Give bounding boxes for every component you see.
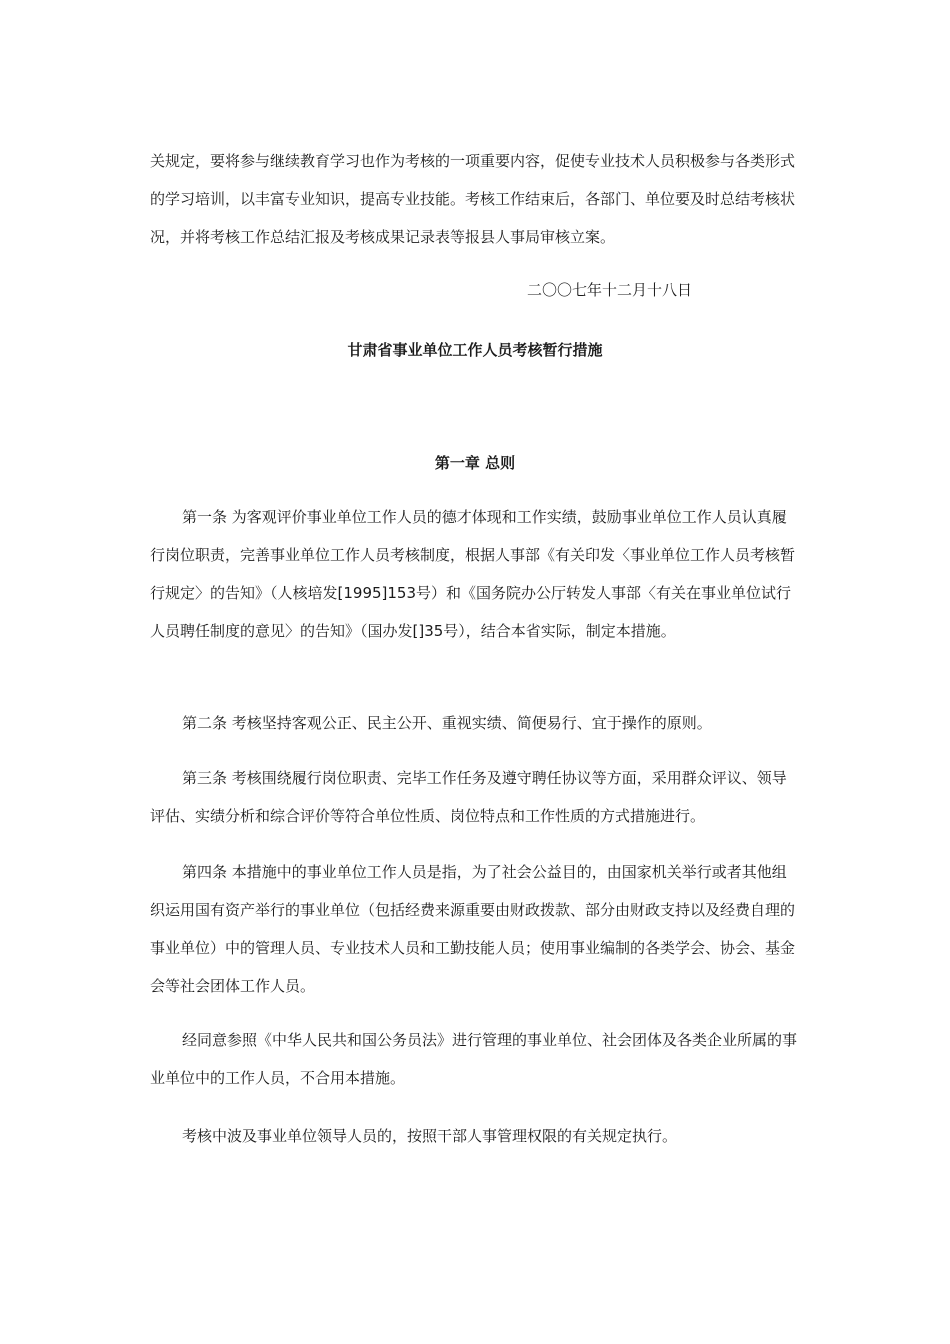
intro-paragraph: 关规定，要将参与继续教育学习也作为考核的一项重要内容，促使专业技术人员积极参与各类形式的学习培训，以丰富专业知识，提高专业技能。考核工作结束后，各部门、单位要及时总结考核状况，并将考核工作总结汇报及考核成果记录表等报县人事局审核立案。	[150, 152, 796, 246]
leadership-paragraph: 考核中波及事业单位领导人员的，按照干部人事管理权限的有关规定执行。	[182, 1127, 678, 1145]
chapter-heading: 第一章 总则	[434, 454, 516, 472]
document-date: 二〇〇七年十二月十八日	[527, 281, 693, 299]
exclusion-paragraph: 经同意参照《中华人民共和国公务员法》进行管理的事业单位、社会团体及各类企业所属的事业单位中的工作人员，不合用本措施。	[150, 1031, 798, 1087]
article-2: 第二条 考核坚持客观公正、民主公开、重视实绩、简便易行、宜于操作的原则。	[182, 714, 712, 732]
document-title: 甘肃省事业单位工作人员考核暂行措施	[347, 341, 603, 359]
article-1: 第一条 为客观评价事业单位工作人员的德才体现和工作实绩，鼓励事业单位工作人员认真履行岗位职责，完善事业单位工作人员考核制度，根据人事部《有关印发〈事业单位工作人员考核暂行规定〉的告知》（人核培发[1995]153号）和《国务院办公厅转发人事部〈有关在事业单位试行人员聘任制度的意见〉的告知》（国办发[]35号），结合本省实际，制定本措施。	[150, 508, 796, 640]
article-4: 第四条 本措施中的事业单位工作人员是指，为了社会公益目的，由国家机关举行或者其他组织运用国有资产举行的事业单位（包括经费来源重要由财政拨款、部分由财政支持以及经费自理的事业单位）中的管理人员、专业技术人员和工勤技能人员；使用事业编制的各类学会、协会、基金会等社会团体工作人员。	[150, 863, 796, 995]
article-3: 第三条 考核围绕履行岗位职责、完毕工作任务及遵守聘任协议等方面，采用群众评议、领导评估、实绩分析和综合评价等符合单位性质、岗位特点和工作性质的方式措施进行。	[150, 769, 787, 825]
